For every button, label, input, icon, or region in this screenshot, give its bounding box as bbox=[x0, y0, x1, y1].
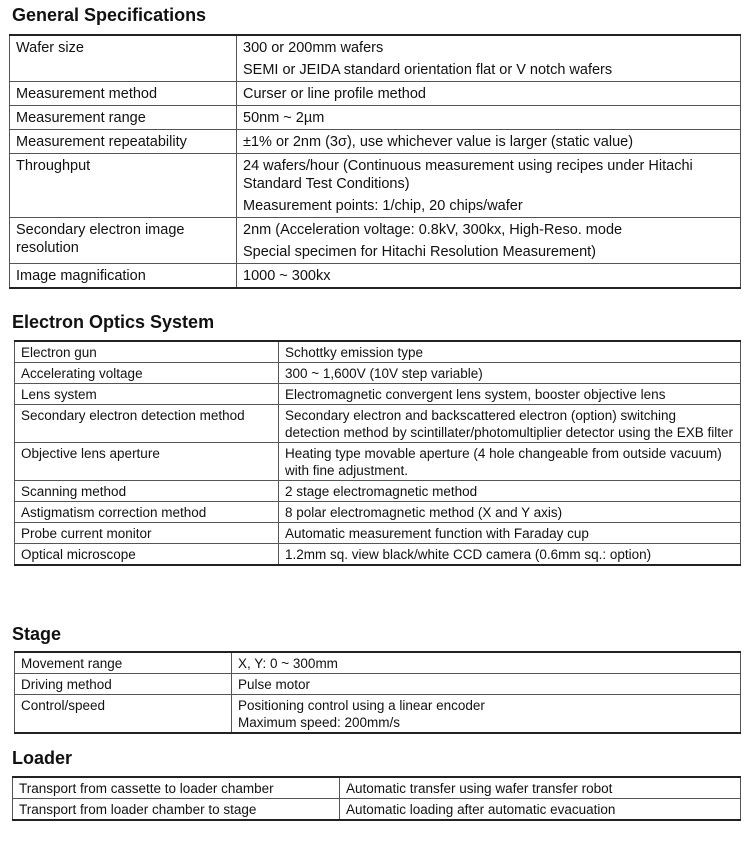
spec-value-line: Special specimen for Hitachi Resolution Measurement) bbox=[243, 244, 596, 260]
table-row bbox=[15, 695, 741, 734]
spec-label: Control/speed bbox=[15, 695, 232, 734]
spec-label: Transport from loader chamber to stage bbox=[13, 799, 340, 821]
table-row bbox=[15, 384, 741, 405]
electron-optics-table bbox=[14, 340, 741, 566]
spec-label: Secondary electron image resolution bbox=[10, 218, 237, 264]
spec-value: 1.2mm sq. view black/white CCD camera (0.6mm sq.: option) bbox=[279, 544, 741, 566]
table-row bbox=[15, 443, 741, 481]
spec-value-line: Positioning control using a linear encoder bbox=[238, 698, 485, 713]
spec-value-line: 2nm (Acceleration voltage: 0.8kV, 300kx, High-Reso. mode bbox=[243, 222, 623, 238]
spec-value: 1000 ~ 300kx bbox=[237, 264, 741, 289]
spec-label: Measurement method bbox=[10, 82, 237, 106]
table-row bbox=[15, 363, 741, 384]
table-row bbox=[10, 106, 741, 130]
spec-label: Objective lens aperture bbox=[15, 443, 279, 481]
spec-value: 2 stage electromagnetic method bbox=[279, 481, 741, 502]
spec-label: Measurement range bbox=[10, 106, 237, 130]
spec-value: 8 polar electromagnetic method (X and Y axis) bbox=[279, 502, 741, 523]
table-row bbox=[10, 130, 741, 154]
spec-value: Pulse motor bbox=[232, 674, 741, 695]
spec-label: Scanning method bbox=[15, 481, 279, 502]
table-row bbox=[13, 799, 741, 821]
spec-label: Probe current monitor bbox=[15, 523, 279, 544]
table-row bbox=[10, 218, 741, 264]
spec-label: Optical microscope bbox=[15, 544, 279, 566]
loader-title: Loader bbox=[12, 748, 73, 768]
table-row bbox=[10, 264, 741, 289]
stage-title: Stage bbox=[12, 624, 62, 644]
spec-value-line: 300 or 200mm wafers bbox=[243, 40, 384, 56]
spec-label: Image magnification bbox=[10, 264, 237, 289]
spec-label: Electron gun bbox=[15, 341, 279, 363]
loader-table bbox=[12, 776, 741, 821]
spec-value-line: 24 wafers/hour (Continuous measurement using recipes under Hitachi Standard Test Conditions) bbox=[243, 158, 693, 192]
spec-value: ±1% or 2nm (3σ), use whichever value is larger (static value) bbox=[237, 130, 741, 154]
spec-value: Heating type movable aperture (4 hole changeable from outside vacuum) with fine adjustment. bbox=[279, 443, 741, 481]
table-row bbox=[10, 35, 741, 82]
spec-value-line: Measurement points: 1/chip, 20 chips/wafer bbox=[243, 198, 523, 214]
spec-label: Accelerating voltage bbox=[15, 363, 279, 384]
spec-label: Secondary electron detection method bbox=[15, 405, 279, 443]
spec-label: Transport from cassette to loader chamber bbox=[13, 777, 340, 799]
spec-value-line: Maximum speed: 200mm/s bbox=[238, 715, 401, 730]
spec-value: X, Y: 0 ~ 300mm bbox=[232, 652, 741, 674]
stage-table bbox=[14, 651, 741, 734]
table-row bbox=[15, 502, 741, 523]
spec-value: Schottky emission type bbox=[279, 341, 741, 363]
table-row bbox=[15, 523, 741, 544]
table-row bbox=[10, 82, 741, 106]
spec-label: Movement range bbox=[15, 652, 232, 674]
table-row bbox=[15, 405, 741, 443]
spec-value: Curser or line profile method bbox=[237, 82, 741, 106]
spec-value: 50nm ~ 2µm bbox=[237, 106, 741, 130]
table-row bbox=[15, 544, 741, 566]
spec-value: Automatic measurement function with Faraday cup bbox=[279, 523, 741, 544]
table-row bbox=[15, 652, 741, 674]
spec-value-line: SEMI or JEIDA standard orientation flat or V notch wafers bbox=[243, 62, 613, 78]
spec-value bbox=[237, 35, 741, 82]
general-specs-title: General Specifications bbox=[12, 5, 207, 25]
spec-label: Astigmatism correction method bbox=[15, 502, 279, 523]
spec-value: 300 ~ 1,600V (10V step variable) bbox=[279, 363, 741, 384]
spec-value: Electromagnetic convergent lens system, booster objective lens bbox=[279, 384, 741, 405]
spec-label: Driving method bbox=[15, 674, 232, 695]
spec-label: Measurement repeatability bbox=[10, 130, 237, 154]
table-row bbox=[15, 481, 741, 502]
spec-value: Automatic loading after automatic evacuation bbox=[340, 799, 741, 821]
table-row bbox=[13, 777, 741, 799]
spec-label: Lens system bbox=[15, 384, 279, 405]
spec-value bbox=[232, 695, 741, 734]
spec-value bbox=[237, 218, 741, 264]
table-row bbox=[15, 341, 741, 363]
table-row bbox=[15, 674, 741, 695]
electron-optics-title: Electron Optics System bbox=[12, 312, 215, 332]
spec-label: Throughput bbox=[10, 154, 237, 218]
spec-value: Automatic transfer using wafer transfer robot bbox=[340, 777, 741, 799]
table-row bbox=[10, 154, 741, 218]
spec-value: Secondary electron and backscattered electron (option) switching detection method by scintillater/photomultiplier detector using the EXB filter bbox=[279, 405, 741, 443]
general-specs-table bbox=[9, 34, 741, 289]
spec-label: Wafer size bbox=[10, 35, 237, 82]
spec-value bbox=[237, 154, 741, 218]
